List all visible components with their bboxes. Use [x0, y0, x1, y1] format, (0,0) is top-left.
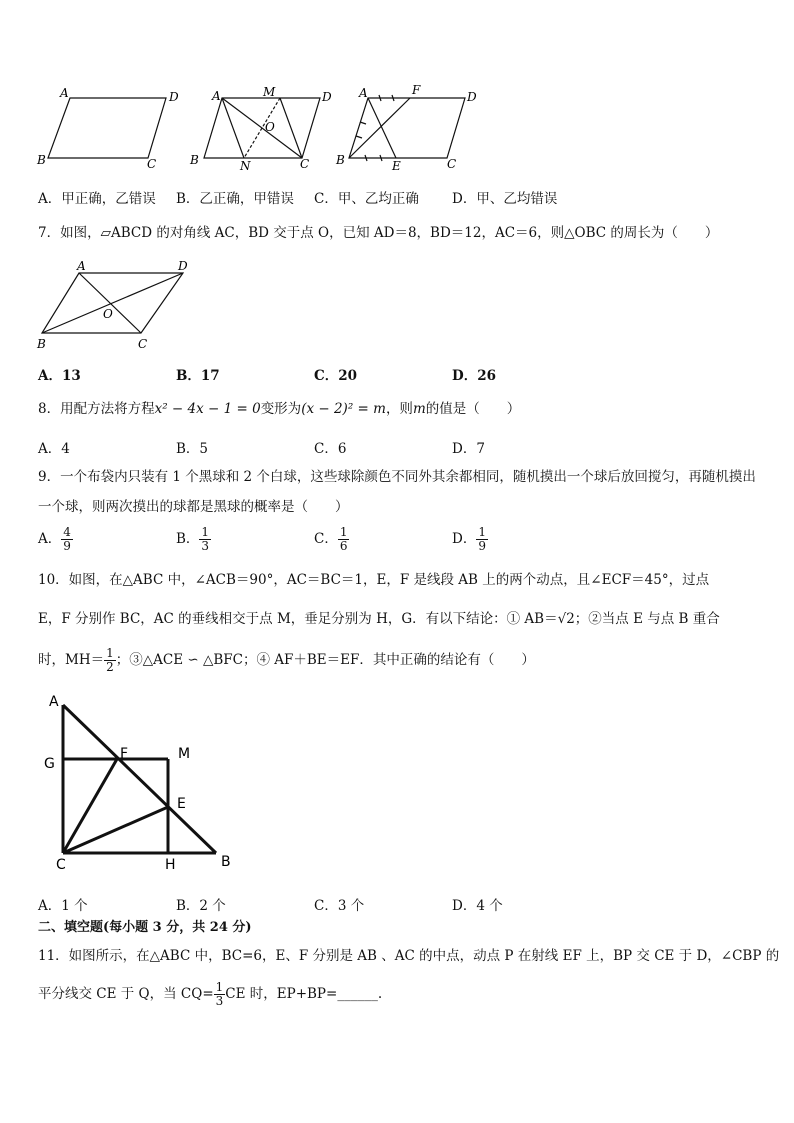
fig3-label-D: D	[467, 90, 477, 104]
q9-line-2: 一个球，则两次摸出的球都是黑球的概率是（ ）	[38, 499, 349, 515]
fig3-label-B: B	[336, 153, 345, 167]
q10-line-2: E，F 分别作 BC，AC 的垂线相交于点 M，垂足分别为 H，G．有以下结论：① AB＝√2；②当点 E 与点 B 重合	[38, 611, 720, 627]
q8-option-c: C．6	[314, 441, 347, 457]
q10-option-b: B．2 个	[176, 898, 226, 914]
q10-label-B: B	[221, 854, 231, 870]
q7-option-a: A．13	[38, 368, 81, 384]
q8-var: m	[412, 401, 426, 417]
q7-label-D: D	[178, 259, 188, 273]
q10-label-H: H	[165, 857, 176, 873]
q10-label-M: M	[178, 746, 191, 762]
fig3-label-A: A	[359, 86, 368, 100]
fig2-label-A: A	[212, 89, 221, 103]
q7-option-c: C．20	[314, 368, 358, 384]
q10-label-E: E	[177, 796, 186, 812]
fig3-label-F: F	[412, 83, 421, 97]
q8-prefix: 8．用配方法将方程	[38, 401, 155, 417]
q7-label-B: B	[37, 337, 46, 351]
q7-figure	[30, 255, 210, 355]
q11-answer-blank[interactable]: ______	[337, 986, 378, 1002]
fig2-label-B: B	[190, 153, 199, 167]
fig2-label-C: C	[300, 157, 310, 171]
q6-figure-3	[349, 95, 465, 161]
q11-line-1: 11．如图所示，在△ABC 中，BC=6，E、F 分别是 AB 、AC 的中点，动点 P 在射线 EF 上，BP 交 CE 于 D，∠CBP 的	[38, 948, 780, 964]
q9-line-1: 9．一个布袋内只装有 1 个黑球和 2 个白球，这些球除颜色不同外其余都相同，随机摸出一个球后放回搅匀，再随机摸出	[38, 469, 756, 485]
fig1-label-C: C	[147, 157, 157, 171]
q8-option-a: A．4	[38, 441, 70, 457]
q7-label-O: O	[103, 307, 113, 321]
fig2-label-O: O	[265, 120, 275, 134]
q10-line-1: 10．如图，在△ABC 中，∠ACB＝90°，AC＝BC＝1，E，F 是线段 AB 上的两个动点，且∠ECF＝45°，过点	[38, 572, 710, 588]
section-2-title: 二、填空题(每小题 3 分，共 24 分)	[38, 920, 252, 935]
q8-suffix: ，则	[385, 401, 413, 417]
q6-option-b: B．乙正确，甲错误	[176, 191, 294, 207]
fig1-label-D: D	[169, 90, 179, 104]
q6-figure-2	[204, 98, 320, 158]
q7-option-b: B．17	[176, 368, 220, 384]
q6-option-c: C．甲、乙均正确	[314, 191, 419, 207]
q10-option-a: A．1 个	[38, 898, 88, 914]
q10-option-c: C．3 个	[314, 898, 365, 914]
fig3-label-E: E	[392, 159, 401, 173]
q10-label-G: G	[44, 756, 55, 772]
fig3-label-C: C	[447, 157, 457, 171]
q10-label-A: A	[49, 694, 59, 710]
q6-figures	[0, 80, 794, 180]
fig1-label-A: A	[60, 86, 69, 100]
q6-option-d: D．甲、乙均错误	[452, 191, 558, 207]
q7-label-C: C	[138, 337, 148, 351]
q10-label-C: C	[56, 857, 66, 873]
q6-figure-1	[48, 98, 166, 158]
fig2-label-D: D	[322, 90, 332, 104]
q7-option-d: D．26	[452, 368, 496, 384]
q10-option-d: D．4 个	[452, 898, 503, 914]
q6-option-a: A．甲正确，乙错误	[38, 191, 156, 207]
q8-equation: x² − 4x − 1 = 0	[154, 401, 261, 417]
q9-option-b: B． $\frac{1}{3}$	[176, 525, 210, 553]
q10-line-3: 时，MH＝ $\frac{1}{2}$ ；③△ACE ∽ △BFC；④ AF＋BE＝EF．其中正确的结论有（ ）	[38, 646, 535, 674]
q9-option-a: A． $\frac{4}{9}$	[38, 525, 71, 553]
q8-mid: 变形为	[260, 401, 302, 417]
q8-end: 的值是（ ）	[425, 401, 521, 417]
fig2-label-N: N	[240, 159, 251, 173]
q9-option-d: D． $\frac{1}{9}$	[452, 525, 486, 553]
q8-option-d: D．7	[452, 441, 485, 457]
q8-stem	[38, 400, 520, 418]
q7-label-A: A	[77, 259, 86, 273]
q10-label-F: F	[120, 746, 129, 762]
q11-line-2: 平分线交 CE 于 Q，当 CQ= $\frac{1}{3}$ CE 时，EP+BP=______.	[38, 980, 383, 1008]
q8-option-b: B．5	[176, 441, 209, 457]
q7-stem: 7．如图，▱ABCD 的对角线 AC，BD 交于点 O，已知 AD＝8，BD＝12，AC＝6，则△OBC 的周长为（ ）	[38, 225, 719, 241]
q8-equation-2: (x − 2)² = m	[301, 401, 386, 417]
q9-option-c: C． $\frac{1}{6}$	[314, 525, 348, 553]
q10-figure	[40, 690, 240, 880]
fig1-label-B: B	[37, 153, 46, 167]
fig2-label-M: M	[263, 85, 276, 99]
